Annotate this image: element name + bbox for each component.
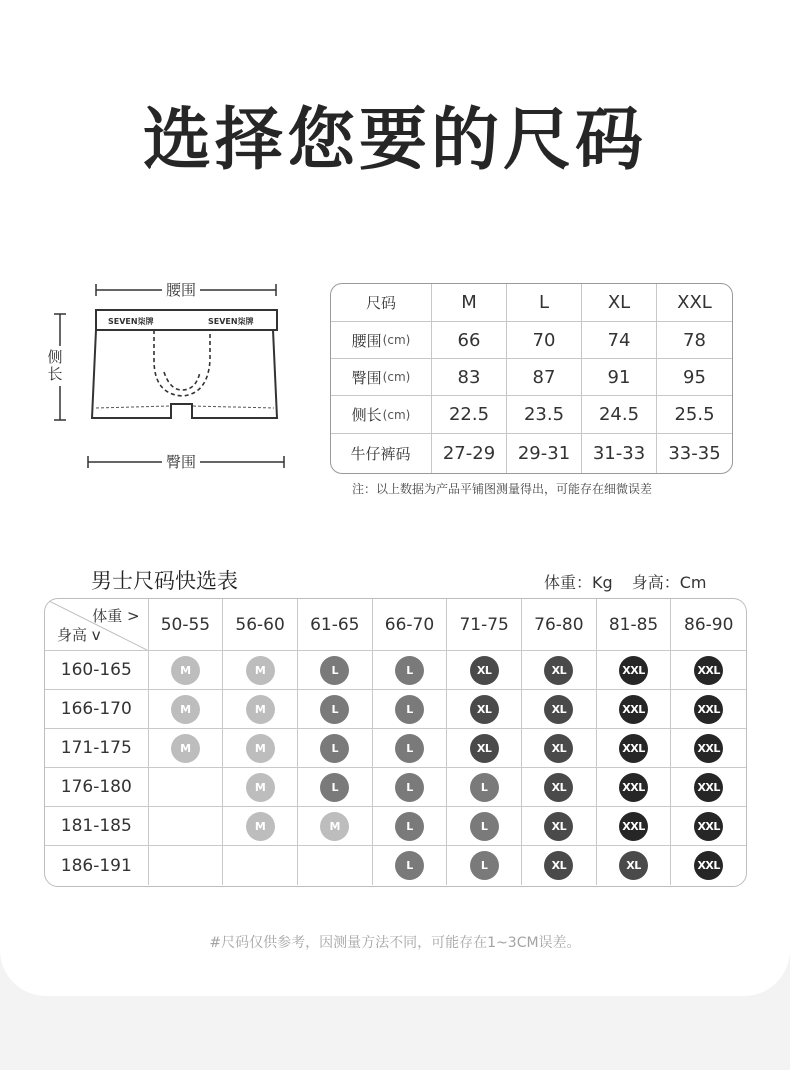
height-header: 176-180 — [45, 768, 149, 807]
weight-unit: 体重：Kg — [544, 573, 613, 592]
grid-cell — [223, 768, 298, 807]
table-cell: 91 — [582, 359, 657, 396]
grid-cell — [149, 768, 224, 807]
weight-header: 86-90 — [671, 599, 746, 651]
size-badge: XXL — [694, 656, 723, 685]
grid-cell — [671, 846, 746, 885]
grid-cell — [597, 651, 672, 690]
size-badge: M — [320, 812, 349, 841]
grid-cell — [223, 690, 298, 729]
table-cell: 66 — [432, 322, 507, 359]
grid-cell — [522, 651, 597, 690]
weight-header: 66-70 — [373, 599, 448, 651]
grid-cell — [298, 807, 373, 846]
waist-label: 腰围 — [162, 279, 200, 300]
grid-cell — [298, 729, 373, 768]
grid-cell — [522, 690, 597, 729]
grid-row — [45, 768, 746, 807]
hip-label: 臀围 — [162, 451, 200, 472]
grid-cell — [373, 846, 448, 885]
quick-size-grid — [44, 598, 747, 887]
weight-header: 76-80 — [522, 599, 597, 651]
size-badge: XL — [470, 656, 499, 685]
table-cell: 29-31 — [507, 434, 582, 473]
quick-chart-title: 男士尺码快选表 — [91, 569, 238, 593]
size-badge: XL — [470, 695, 499, 724]
grid-cell — [149, 729, 224, 768]
grid-cell — [373, 807, 448, 846]
table-cell: 87 — [507, 359, 582, 396]
size-badge: L — [320, 734, 349, 763]
corner-height-label: 身高 v — [57, 626, 101, 644]
size-badge: L — [470, 812, 499, 841]
size-badge: XXL — [694, 773, 723, 802]
grid-cell — [597, 768, 672, 807]
grid-cell — [223, 846, 298, 885]
grid-cell — [522, 807, 597, 846]
size-badge: M — [246, 656, 275, 685]
weight-header: 50-55 — [149, 599, 224, 651]
size-badge: M — [171, 695, 200, 724]
size-badge: XXL — [694, 851, 723, 880]
grid-cell — [522, 729, 597, 768]
grid-cell — [373, 768, 448, 807]
size-badge: XL — [544, 773, 573, 802]
grid-cell — [671, 651, 746, 690]
header-cell: XL — [582, 284, 657, 322]
weight-header: 71-75 — [447, 599, 522, 651]
size-badge: L — [320, 695, 349, 724]
weight-header: 81-85 — [597, 599, 672, 651]
size-badge: XL — [544, 656, 573, 685]
size-badge: XXL — [694, 695, 723, 724]
table-cell: 22.5 — [432, 396, 507, 434]
grid-cell — [522, 846, 597, 885]
row-label: 牛仔裤码 — [331, 434, 432, 473]
header-cell: L — [507, 284, 582, 322]
grid-cell — [298, 846, 373, 885]
size-badge: XL — [544, 851, 573, 880]
size-badge: L — [470, 773, 499, 802]
table-cell: 27-29 — [432, 434, 507, 473]
header-cell: 尺码 — [331, 284, 432, 322]
size-badge: M — [246, 773, 275, 802]
size-badge: M — [246, 734, 275, 763]
brand-logo-left: SEVEN柒牌 — [108, 317, 154, 326]
size-badge: M — [246, 695, 275, 724]
grid-row — [45, 651, 746, 690]
header-cell: XXL — [657, 284, 732, 322]
size-badge: L — [395, 695, 424, 724]
quick-chart-units — [544, 570, 721, 593]
size-badge: XL — [544, 695, 573, 724]
grid-cell — [373, 729, 448, 768]
grid-cell — [597, 846, 672, 885]
size-badge: L — [395, 773, 424, 802]
shorts-diagram — [46, 272, 296, 482]
grid-cell — [149, 846, 224, 885]
table-cell: 78 — [657, 322, 732, 359]
table-cell: 95 — [657, 359, 732, 396]
table-cell: 74 — [582, 322, 657, 359]
size-badge: XXL — [619, 812, 648, 841]
grid-row — [45, 807, 746, 846]
footnote: #尺码仅供参考，因测量方法不同，可能存在1~3CM误差。 — [209, 935, 581, 951]
grid-cell — [223, 729, 298, 768]
weight-header: 61-65 — [298, 599, 373, 651]
weight-header: 56-60 — [223, 599, 298, 651]
size-badge: XXL — [619, 656, 648, 685]
height-header: 171-175 — [45, 729, 149, 768]
grid-cell — [373, 690, 448, 729]
grid-cell — [149, 807, 224, 846]
size-badge: L — [395, 656, 424, 685]
size-table-row — [331, 434, 732, 473]
brand-logo-right: SEVEN柒牌 — [208, 317, 254, 326]
grid-cell — [447, 651, 522, 690]
grid-row — [45, 729, 746, 768]
height-header: 186-191 — [45, 846, 149, 885]
grid-cell — [671, 729, 746, 768]
grid-header-row — [45, 599, 746, 651]
size-badge: XXL — [694, 812, 723, 841]
size-table-row — [331, 396, 732, 434]
size-table — [330, 283, 733, 474]
size-badge: L — [395, 851, 424, 880]
table-cell: 31-33 — [582, 434, 657, 473]
size-badge: M — [171, 656, 200, 685]
table-cell: 25.5 — [657, 396, 732, 434]
grid-cell — [597, 807, 672, 846]
table-cell: 33-35 — [668, 443, 721, 464]
height-header: 181-185 — [45, 807, 149, 846]
grid-cell — [447, 729, 522, 768]
grid-cell — [298, 690, 373, 729]
grid-corner — [45, 599, 149, 651]
size-badge: XXL — [619, 773, 648, 802]
page-title: 选择您要的尺码 — [142, 101, 647, 180]
size-badge: L — [395, 812, 424, 841]
size-badge: L — [395, 734, 424, 763]
size-badge: XL — [619, 851, 648, 880]
size-badge: M — [171, 734, 200, 763]
size-badge: XL — [544, 812, 573, 841]
measurement-note: 注：以上数据为产品平铺图测量得出，可能存在细微误差 — [352, 482, 653, 496]
grid-cell — [597, 729, 672, 768]
row-label: 侧长 (cm) — [331, 396, 432, 434]
height-unit: 身高：Cm — [631, 573, 707, 592]
grid-cell — [671, 768, 746, 807]
grid-cell — [447, 768, 522, 807]
grid-cell — [447, 846, 522, 885]
table-cell: 70 — [507, 322, 582, 359]
grid-cell — [522, 768, 597, 807]
grid-cell — [149, 651, 224, 690]
size-badge: L — [320, 773, 349, 802]
size-table-row — [331, 359, 732, 396]
grid-cell — [149, 690, 224, 729]
grid-cell — [671, 690, 746, 729]
row-label: 臀围 (cm) — [331, 359, 432, 396]
size-badge: L — [320, 656, 349, 685]
size-badge: XL — [544, 734, 573, 763]
height-header: 166-170 — [45, 690, 149, 729]
table-cell: 83 — [432, 359, 507, 396]
size-badge: L — [470, 851, 499, 880]
size-table-row — [331, 322, 732, 359]
size-badge: XXL — [694, 734, 723, 763]
table-cell: 23.5 — [507, 396, 582, 434]
table-cell: 24.5 — [582, 396, 657, 434]
grid-cell — [223, 651, 298, 690]
corner-weight-label: 体重 > — [92, 607, 140, 625]
grid-cell — [298, 651, 373, 690]
size-badge: XXL — [619, 734, 648, 763]
size-badge: XXL — [619, 695, 648, 724]
grid-cell — [447, 807, 522, 846]
row-label: 腰围 (cm) — [331, 322, 432, 359]
grid-cell — [373, 651, 448, 690]
grid-row — [45, 846, 746, 885]
grid-cell — [671, 807, 746, 846]
header-cell: M — [432, 284, 507, 322]
grid-cell — [447, 690, 522, 729]
size-badge: M — [246, 812, 275, 841]
size-badge: XL — [470, 734, 499, 763]
height-header: 160-165 — [45, 651, 149, 690]
grid-row — [45, 690, 746, 729]
grid-cell — [597, 690, 672, 729]
size-table-header — [331, 284, 732, 322]
grid-cell — [223, 807, 298, 846]
grid-cell — [298, 768, 373, 807]
side-length-label: 侧长 — [46, 346, 64, 386]
